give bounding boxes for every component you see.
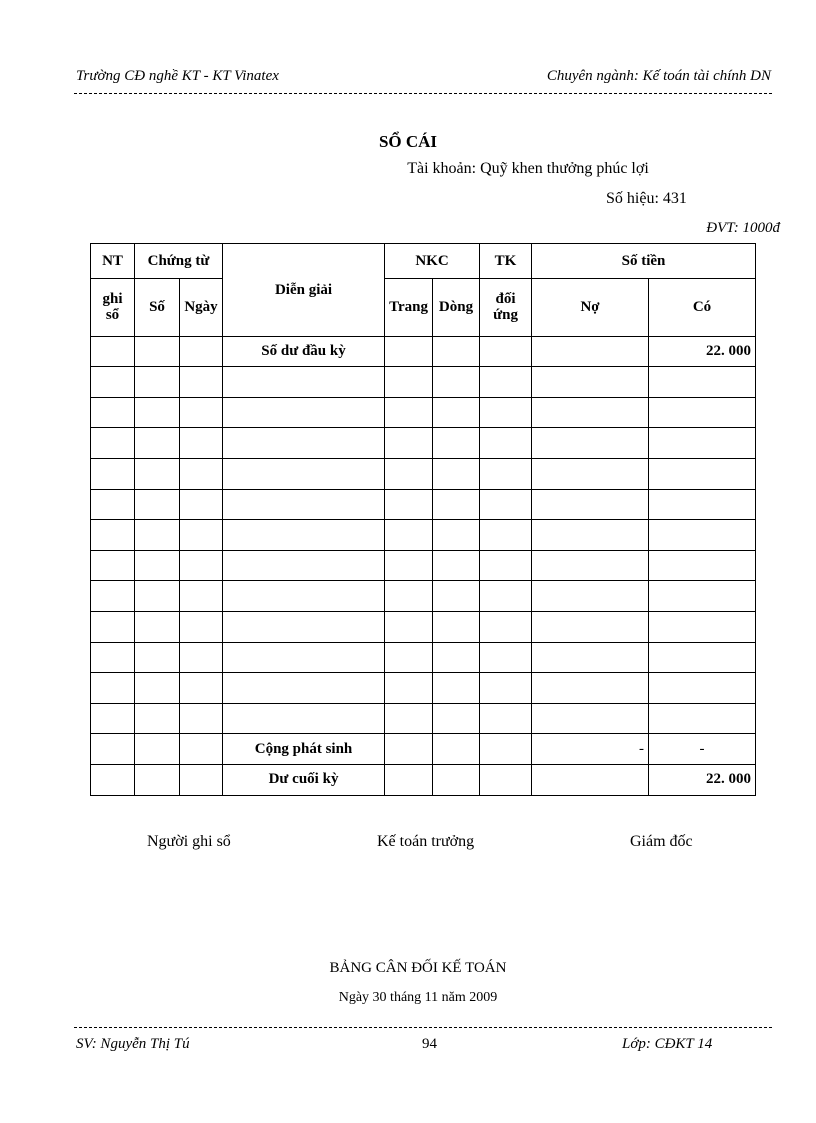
total-co: -: [649, 734, 756, 765]
col-nt: NT: [91, 244, 135, 279]
col-tk-sub: [480, 278, 532, 336]
col-nkc: NKC: [385, 244, 480, 279]
table-row: [91, 611, 756, 642]
sig-chief-accountant: Kế toán trưởng: [377, 833, 475, 850]
closing-co: 22. 000: [649, 764, 756, 795]
col-no: Nợ: [532, 278, 649, 336]
table-row: [91, 489, 756, 520]
ledger-table: [90, 243, 756, 796]
header-divider: [74, 93, 772, 94]
table-row: [91, 581, 756, 612]
sig-recorder: Người ghi sổ: [147, 833, 231, 850]
table-row: [91, 642, 756, 673]
col-tk: TK: [480, 244, 532, 279]
page-number: 94: [422, 1036, 437, 1052]
col-nt-sub: [91, 278, 135, 336]
footer-class: Lớp: CĐKT 14: [622, 1036, 713, 1052]
col-chung-tu: Chứng từ: [135, 244, 223, 279]
col-trang: Trang: [385, 278, 433, 336]
total-row: [91, 734, 756, 765]
header-major: Chuyên ngành: Kế toán tài chính DN: [546, 68, 771, 84]
footer-divider: [74, 1027, 772, 1028]
closing-label: Dư cuối kỳ: [223, 764, 385, 795]
table-row: [91, 673, 756, 704]
col-dien-giai: Diễn giải: [223, 244, 385, 337]
ledger-title: SỔ CÁI: [378, 132, 438, 151]
header-school: Trường CĐ nghề KT - KT Vinatex: [76, 68, 279, 84]
table-row: [91, 458, 756, 489]
closing-row: [91, 764, 756, 795]
unit-label: ĐVT: 1000đ: [706, 220, 780, 236]
total-no: -: [532, 734, 649, 765]
col-nt-ghi: ghi: [102, 291, 123, 308]
table-row: [91, 520, 756, 551]
footer-student: SV: Nguyễn Thị Tú: [76, 1036, 190, 1052]
balance-sheet-date: Ngày 30 tháng 11 năm 2009: [338, 990, 498, 1005]
table-row: [91, 367, 756, 398]
col-ngay: Ngày: [180, 278, 223, 336]
opening-co: 22. 000: [649, 336, 756, 367]
col-so-tien: Số tiền: [532, 244, 756, 279]
balance-sheet-title: BẢNG CÂN ĐỐI KẾ TOÁN: [329, 960, 507, 976]
sig-director: Giám đốc: [630, 833, 693, 850]
col-dong: Dòng: [433, 278, 480, 336]
header-row-2: [91, 278, 756, 336]
col-tk-doi: đối: [495, 291, 516, 308]
col-so: Số: [135, 278, 180, 336]
opening-label: Số dư đầu kỳ: [223, 336, 385, 367]
table-row: [91, 703, 756, 734]
col-co: Có: [649, 278, 756, 336]
table-row: [91, 550, 756, 581]
account-number: Số hiệu: 431: [606, 190, 687, 207]
table-row: [91, 428, 756, 459]
total-label: Cộng phát sinh: [223, 734, 385, 765]
opening-row: [91, 336, 756, 367]
col-tk-ung: ứng: [493, 307, 518, 324]
header-row-1: [91, 244, 756, 279]
table-row: [91, 397, 756, 428]
col-nt-so: sổ: [105, 307, 120, 324]
account-name: Tài khoản: Quỹ khen thưởng phúc lợi: [407, 160, 649, 177]
